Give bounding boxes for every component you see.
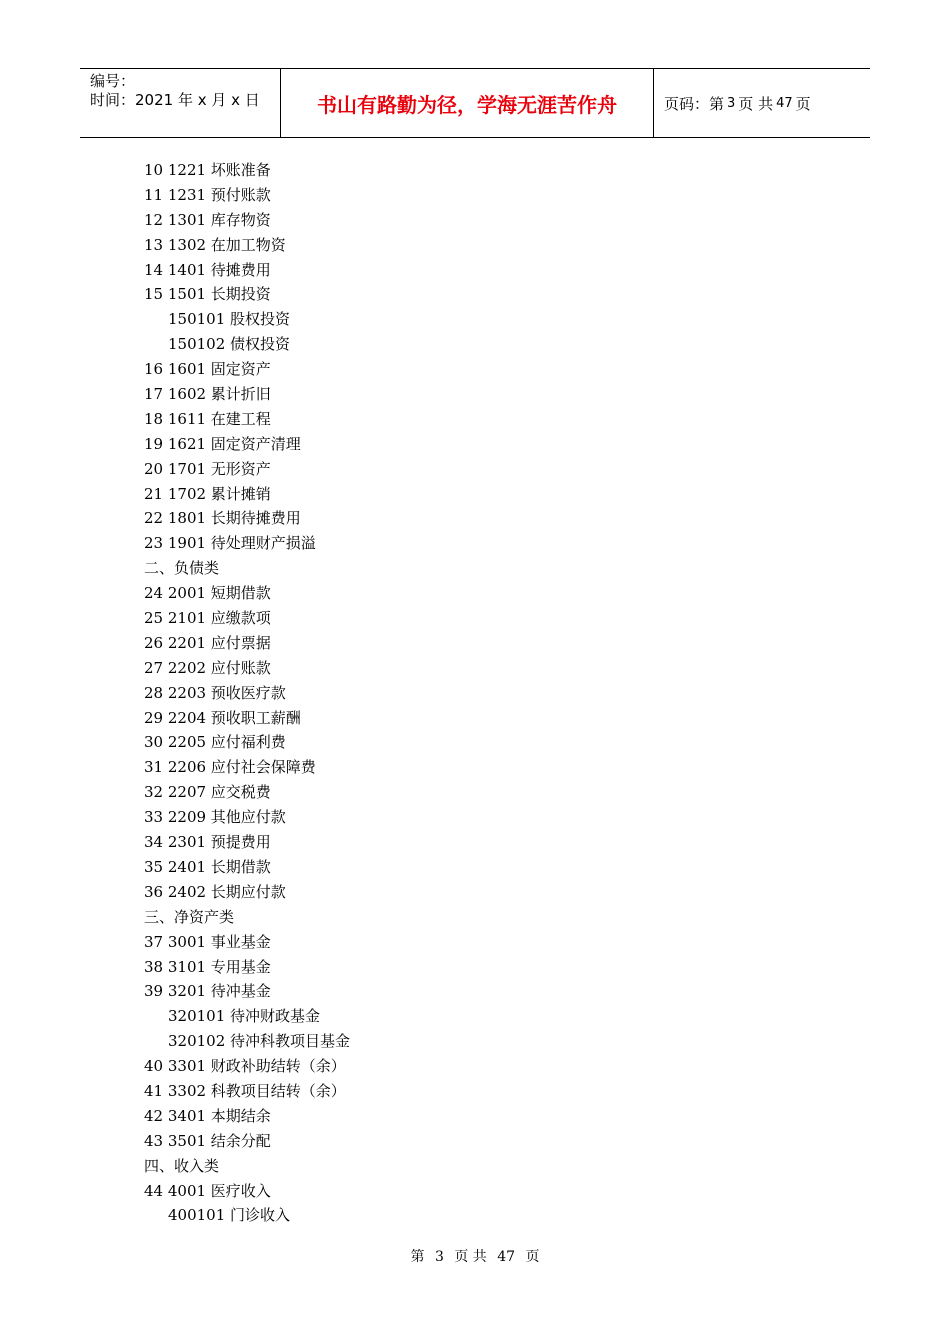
account-item: 21 1702 累计摊销 [144, 484, 271, 503]
account-item: 14 1401 待摊费用 [144, 260, 271, 279]
account-item: 41 3302 科教项目结转（余） [144, 1081, 346, 1100]
account-item: 42 3401 本期结余 [144, 1106, 271, 1125]
account-item: 23 1901 待处理财产损溢 [144, 534, 316, 553]
account-item: 28 2203 预收医疗款 [144, 683, 286, 702]
account-item: 29 2204 预收职工薪酬 [144, 708, 301, 727]
account-list [144, 158, 744, 1228]
account-item: 19 1621 固定资产清理 [144, 434, 301, 453]
account-item: 10 1221 坏账准备 [144, 161, 271, 179]
account-item: 24 2001 短期借款 [144, 584, 271, 603]
sub-account-item: 150101 股权投资 [168, 310, 291, 329]
page-suffix: 页 [795, 94, 811, 113]
sub-account-item: 400101 门诊收入 [168, 1206, 291, 1225]
page-header [80, 68, 870, 138]
account-item: 25 2101 应缴款项 [144, 609, 271, 628]
footer-total: 47 [497, 1249, 516, 1265]
account-item: 26 2201 应付票据 [144, 633, 271, 652]
sub-account-item: 150102 债权投资 [168, 335, 291, 354]
account-item: 33 2209 其他应付款 [144, 808, 286, 827]
account-item: 35 2401 长期借款 [144, 857, 271, 876]
header-page-number [654, 69, 870, 137]
account-item: 17 1602 累计折旧 [144, 385, 271, 404]
account-item: 22 1801 长期待摊费用 [144, 509, 301, 528]
account-item: 四、收入类 [144, 1156, 220, 1175]
account-item: 12 1301 库存物资 [144, 210, 271, 229]
account-item: 20 1701 无形资产 [144, 459, 271, 478]
account-item: 32 2207 应交税费 [144, 783, 271, 802]
page-mid: 页 共 [738, 94, 774, 113]
footer-prefix: 第 [410, 1249, 425, 1265]
account-item: 15 1501 长期投资 [144, 285, 271, 304]
footer-suffix: 页 [525, 1249, 540, 1265]
page-footer [0, 1246, 950, 1266]
account-item: 16 1601 固定资产 [144, 360, 271, 379]
account-item: 44 4001 医疗收入 [144, 1181, 271, 1200]
time-label: 时间：2021 年 x 月 x 日 [90, 91, 260, 109]
account-item: 38 3101 专用基金 [144, 957, 271, 976]
serial-label: 编号： [90, 72, 136, 90]
page-prefix: 页码：第 [664, 94, 725, 113]
account-item: 11 1231 预付账款 [144, 185, 271, 204]
account-item: 39 3201 待冲基金 [144, 982, 271, 1001]
account-item: 36 2402 长期应付款 [144, 882, 286, 901]
account-item: 二、负债类 [144, 559, 220, 578]
header-meta [80, 69, 281, 137]
account-item: 37 3001 事业基金 [144, 932, 271, 951]
header-motto: 书山有路勤为径，学海无涯苦作舟 [281, 69, 654, 137]
sub-account-item: 320101 待冲财政基金 [168, 1007, 321, 1026]
account-item: 31 2206 应付社会保障费 [144, 758, 316, 777]
account-item: 43 3501 结余分配 [144, 1131, 271, 1150]
footer-mid: 页 共 [454, 1249, 487, 1265]
account-item: 34 2301 预提费用 [144, 833, 271, 852]
footer-current: 3 [434, 1249, 444, 1265]
page-total: 47 [776, 95, 793, 111]
sub-account-item: 320102 待冲科教项目基金 [168, 1032, 351, 1051]
account-item: 18 1611 在建工程 [144, 409, 271, 428]
account-item: 三、净资产类 [144, 907, 235, 926]
account-item: 40 3301 财政补助结转（余） [144, 1057, 346, 1076]
account-item: 13 1302 在加工物资 [144, 235, 286, 254]
page-current: 3 [727, 95, 736, 111]
account-item: 30 2205 应付福利费 [144, 733, 286, 752]
account-item: 27 2202 应付账款 [144, 658, 271, 677]
